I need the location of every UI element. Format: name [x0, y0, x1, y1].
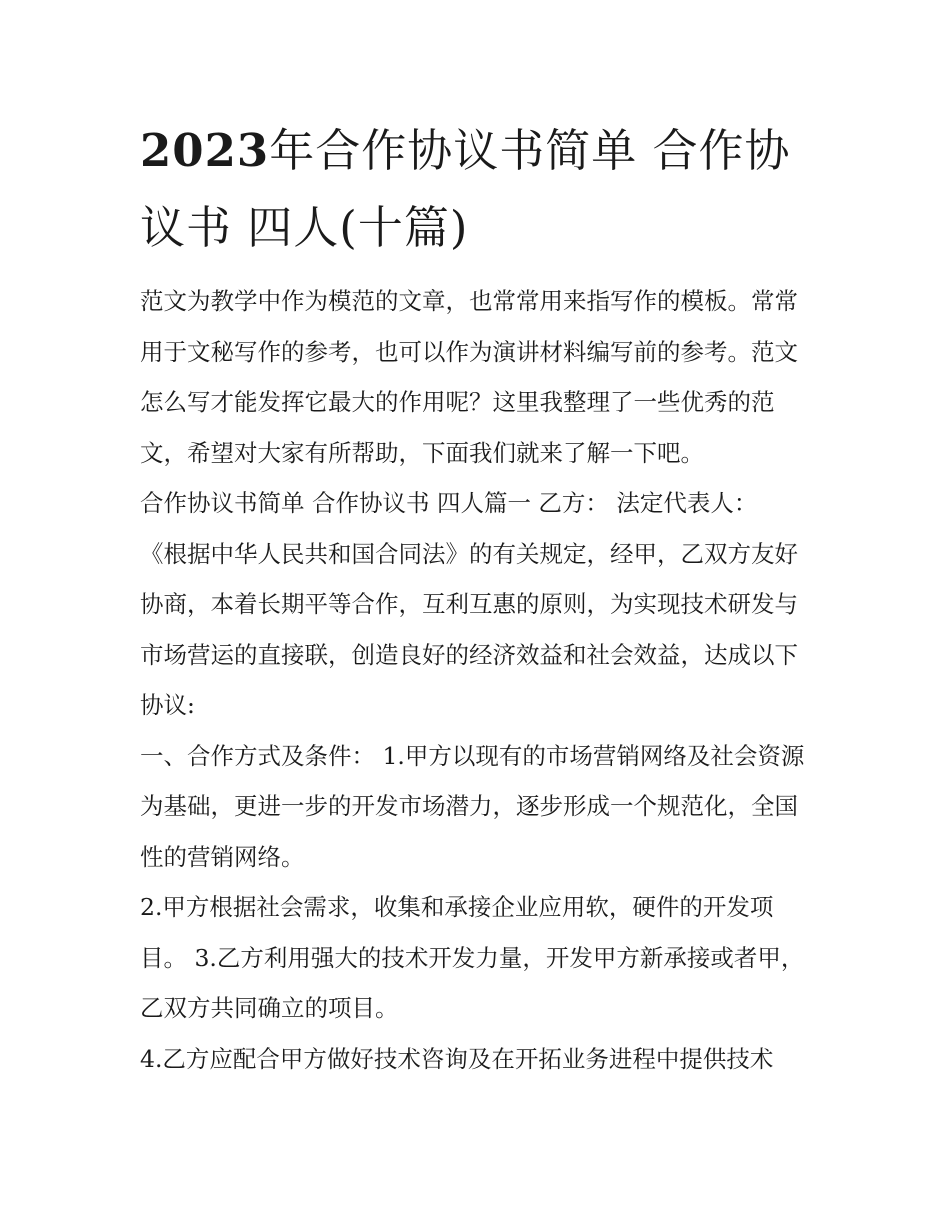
- paragraph-preamble: 《根据中华人民共和国合同法》的有关规定，经甲，乙双方友好协商，本着长期平等合作，互利互惠的原则，为实现技术研发与市场营运的直接联，创造良好的经济效益和社会效益，达成以下协议:: [140, 539, 798, 719]
- title-text: 年合作协议书简单 合作协议书 四人(十篇): [140, 124, 791, 254]
- document-title: [140, 112, 820, 266]
- title-year: 2023: [140, 124, 270, 177]
- document-body: [140, 276, 820, 1084]
- paragraph-clause-1: 一、合作方式及条件： 1.甲方以现有的市场营销网络及社会资源为基础，更进一步的开发市场潜力，逐步形成一个规范化，全国性的营销网络。: [140, 741, 805, 871]
- paragraph-clause-4: 4.乙方应配合甲方做好技术咨询及在开拓业务进程中提供技术: [140, 1044, 774, 1073]
- paragraph-section-header: 合作协议书简单 合作协议书 四人篇一 乙方： 法定代表人：: [140, 489, 758, 517]
- paragraph-clause-2-3: 2.甲方根据社会需求，收集和承接企业应用软，硬件的开发项目。 3.乙方利用强大的技术开发力量，开发甲方新承接或者甲，乙双方共同确立的项目。: [140, 893, 805, 1022]
- paragraph-intro: 范文为教学中作为模范的文章，也常常用来指写作的模板。常常用于文秘写作的参考，也可以作为演讲材料编写前的参考。范文怎么写才能发挥它最大的作用呢？这里我整理了一些优秀的范文，希望对大家有所帮助，下面我们就来了解一下吧。: [140, 287, 798, 467]
